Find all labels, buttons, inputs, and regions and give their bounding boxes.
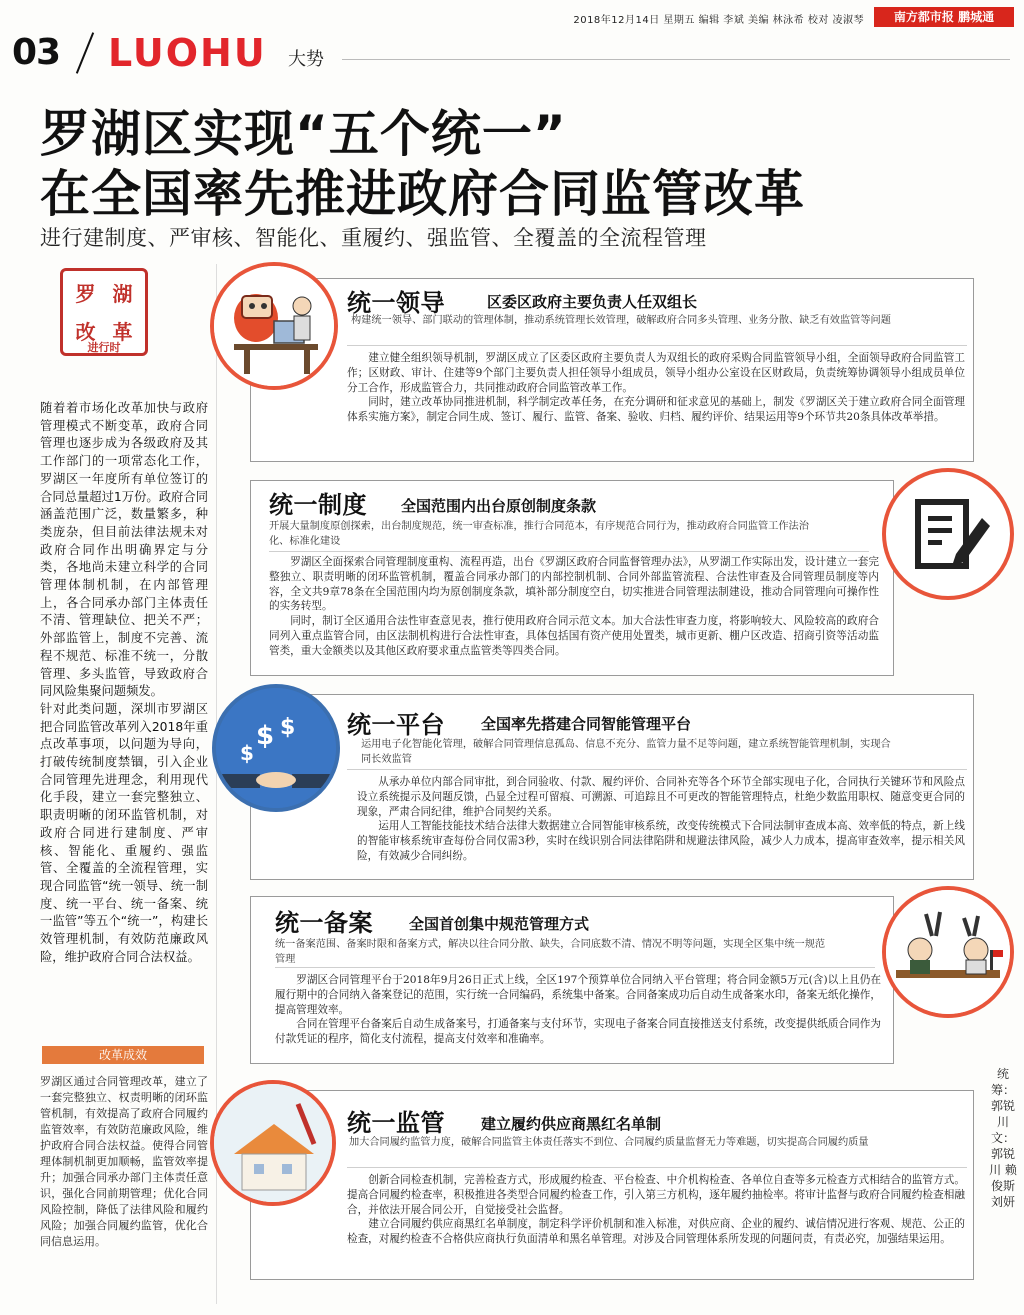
illustration-meeting [882,886,1014,1018]
handshake-money-icon [216,688,336,808]
illustration-document [882,468,1014,600]
intro-column [40,400,208,967]
section-name: 大势 [288,49,324,70]
office-worker-icon [214,266,334,386]
section-paragraph: 同时，建立改革协同推进机制，科学制定改革任务，在充分调研和征求意见的基础上，制发《罗湖区关于建立政府合同全面管理体系实施方案》，制定合同生成、签订、履行、监管、备案、验收、归档、履约评价、结果运用等9个环节共20条具体改革举措。 [347,396,965,424]
section-title: 统一平台 [347,711,445,739]
section-body [347,1173,965,1247]
section-lead: 构建统一领导、部门联动的管理体制，推动系统管理长效管理，破解政府合同多头管理、业务分散、缺乏有效监管等问题 [351,315,891,326]
section-paragraph: 创新合同检查机制，完善检查方式，形成履约检查、平台检查、中介机构检查、各单位自查等多元检查方式相结合的监管方式。提高合同履约检查率，积极推进各类型合同履约检查工作，引入第三方机构，逐年履约抽检率。将审计监督与政府合同履约检查相融合，并依法开展合同公开，自觉接受社会监督。 [347,1174,965,1216]
building-sketch-icon [214,1084,332,1202]
section-brand: LUOHU [108,31,267,75]
section-subtitle: 区委区政府主要负责人任双组长 [487,293,698,311]
section-separator [347,1167,967,1168]
meeting-victory-icon [886,890,1010,1014]
section-title: 统一监管 [347,1109,445,1137]
section-paragraph: 罗湖区合同管理平台于2018年9月26日正式上线，全区197个预算单位合同纳入平台管理；将合同金额5万元(含)以上且仍在履行期中的合同纳入备案登记的范围，实行统一合同编码，系统集中备案。合同备案成功后自动生成备案水印，备案无纸化操作，提高管理效率。 [275,974,881,1016]
section-paragraph: 同时，制订全区通用合法性审查意见表，推行使用政府合同示范文本。加大合法性审查力度，将影响较大、风险较高的政府合同列入重点监管合同，由区法制机构进行合法性审查，具体包括国有资产使用处置类，城市更新、棚户区改造、招商引资等活动监管类，重大金额类以及其他区政府要求重点监管类等四类合同。 [269,615,879,657]
article-credits: 统筹：郭锐川 文：郭锐川 赖俊斯 刘妍 [989,1067,1017,1209]
section-title: 统一制度 [269,491,367,519]
headline-line-1: 罗湖区实现“五个统一” [40,105,567,163]
section-separator [269,551,869,552]
illustration-building [210,1080,336,1206]
section-paragraph: 合同在管理平台备案后自动生成备案号，打通备案与支付环节，实现电子备案合同直接推送支付系统，改变提供纸质合同作为付款凭证的程序，简化支付流程，提高支付效率和准确率。 [275,1018,881,1046]
illustration-office-worker [210,262,338,390]
intro-paragraph: 随着着市场化改革加快与政府管理模式不断变革，政府合同管理也逐步成为各级政府及其工作部门的一项常态化工作，罗湖区一年度所有单位签订的合同总量超过1万份。政府合同涵盖范围广泛，数量繁多，种类庞杂，但目前法律法规未对政府合同作出明确界定与分类，各地尚未建立科学的合同管理体制机制，在内部管理上，各合同承办部门主体责任不清、管理缺位、把关不严；外部监管上，制度不完善、流程不规范、标准不统一，分散管理、多头监管，导致政府合同风险集聚问题频发。 [40,401,208,699]
section-paragraph: 建立健全组织领导机制，罗湖区成立了区委区政府主要负责人为双组长的政府采购合同监管领导小组，全面领导政府合同监管工作；区财政、审计、住建等9个部门主要负责人担任领导小组成员，领导小组办公室设在区财政局，负责统筹协调领导小组成员单位分工合作，形成监管合力，共同推动政府合同监管改革工作。 [347,352,965,394]
document-pen-icon [886,472,1010,596]
section-paragraph: 运用人工智能技能技术结合法律大数据建立合同智能审核系统，改变传统模式下合同法制审查成本高、效率低的特点，新上线的智能审核系统审查每份合同仅需3秒，实时在线识别合同法律陷阱和规避法律风险，减少人力成本，提高审查效率，提示相关风险，有效减少合同纠纷。 [357,820,965,862]
page-number: 03 [12,32,61,73]
page-masthead [12,33,1012,75]
section-title: 统一备案 [275,909,373,937]
section-body [269,555,879,659]
top-bar [0,0,1024,30]
section-body [275,973,881,1047]
section-body [347,351,965,425]
section-paragraph: 从承办单位内部合同审批，到合同验收、付款、履约评价、合同补充等各个环节全部实现电子化，合同执行关键环节和风险点设立系统提示及问题反馈，凸显全过程可留痕、可溯源、可追踪且不可更改的智能管理特点，杜绝少数监用职权、随意变更合同的现象，严肃合同纪律，维护合同契约关系。 [357,776,965,818]
svg-text:$: $ [280,715,296,740]
results-label: 改革成效 [42,1046,204,1064]
section-card-platform [250,694,974,880]
section-title: 统一领导 [347,289,445,317]
section-subtitle: 建立履约供应商黑红名单制 [481,1115,662,1133]
stamp-bottom: 进行时 [87,341,121,354]
subheadline: 进行建制度、严审核、智能化、重履约、强监管、全覆盖的全流程管理 [40,226,707,250]
headline [40,104,1000,224]
results-text: 罗湖区通过合同管理改革，建立了一套完整独立、权责明晰的闭环监管机制，有效提高了政府合同履约监管效率，有效防范廉政风险，维护政府合同合法权益。使得合同管理体制机制更加顺畅，监管效率提升；加强合同承办部门主体责任意识，强化合同前期管理；优化合同风险控制，降低了法律风险和履约风险；加强合同履约监管，优化合同信息运用。 [40,1075,208,1248]
headline-line-2: 在全国率先推进政府合同监管改革 [40,165,805,223]
stamp-char: 湖 [112,282,133,306]
section-subtitle: 全国首创集中规范管理方式 [409,915,590,933]
section-card-supervision [250,1090,974,1280]
section-subtitle: 全国范围内出台原创制度条款 [401,497,597,515]
section-separator [347,769,967,770]
section-card-leadership [250,278,974,462]
section-card-system [250,480,894,676]
section-separator [275,967,875,968]
section-subtitle: 全国率先搭建合同智能管理平台 [481,715,692,733]
section-card-filing [250,896,894,1064]
issue-meta: 2018年12月14日 星期五 编辑 李斌 美编 林泳希 校对 凌淑琴 [573,15,864,26]
section-lead: 运用电子化智能化管理，破解合同管理信息孤岛、信息不充分、监管力量不足等问题，建立系统智能管理机制，实现合同长效监管 [361,739,891,765]
newspaper-logo: 南方都市报 鹏城通 [874,7,1014,27]
intro-paragraph: 针对此类问题，深圳市罗湖区把合同监管改革列入2018年重点改革事项，以问题为导向，打破传统制度禁锢，引入企业合同管理先进理念，利用现代化手段，建立一套完整独立、职责明晰的闭环监管机制，对政府合同进行建制度、严审核、智能化、重履约、强监管、全覆盖的全流程管理，实现合同监管“统一领导、统一制度、统一平台、统一备案、统一监管”等五个“统一”，构建长效管理机制，有效防范廉政风险，维护政府合同合法权益。 [40,701,208,964]
masthead-rule [342,59,1010,60]
slash-divider [72,31,98,75]
section-separator [347,345,967,346]
section-paragraph: 罗湖区全面探索合同管理制度重构、流程再造，出台《罗湖区政府合同监督管理办法》，从罗湖工作实际出发，设计建立一套完整独立、职责明晰的闭环监管机制，覆盖合同承办部门的内部控制机制、合同外部监管流程、合法性审查及合同管理员制度等内容，全文共9章78条在全国范围内均为原创制度条款，填补部分制度空白，切实推进合同管理法制建设，推动合同管理向可操作性的实务转型。 [269,556,879,613]
section-lead: 加大合同履约监管力度，破解合同监管主体责任落实不到位、合同履约质量监督无力等难题，切实提高合同履约质量 [349,1137,869,1148]
column-stamp-logo [60,268,148,356]
illustration-handshake [212,684,340,812]
section-body [357,775,965,864]
stamp-char: 革 [112,320,133,344]
section-paragraph: 建立合同履约供应商黑红名单制度，制定科学评价机制和准入标准，对供应商、企业的履约、诚信情况进行客观、规范、公正的检查，对履约检查不合格供应商执行负面清单和黑名单管理。对涉及合同管理体系所发现的问题问责，有责必究，加强结果运用。 [347,1218,965,1246]
svg-text:$: $ [256,721,275,751]
stamp-char: 罗 [75,282,96,306]
section-lead: 开展大量制度原创探索，出台制度规范，统一审查标准，推行合同范本，有序规范合同行为，推动政府合同监管工作法治化、标准化建设 [269,521,809,547]
stamp-char: 改 [75,320,96,344]
svg-text:$: $ [240,741,254,765]
section-lead: 统一备案范围、备案时限和备案方式，解决以往合同分散、缺失，合同底数不清、情况不明等问题，实现全区集中统一规范管理 [275,939,826,965]
